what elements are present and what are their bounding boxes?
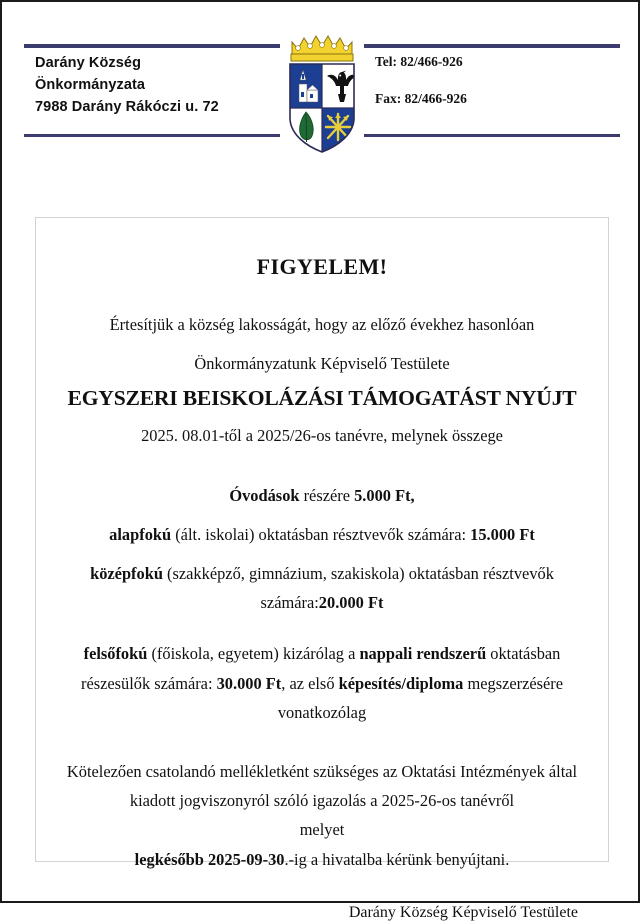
amount-primary-label: alapfokú (109, 524, 172, 544)
amount-kindergarten-value: 5.000 Ft, (354, 485, 415, 505)
amount-higher-emphasis-1: nappali rendszerű (359, 644, 487, 664)
amount-kindergarten-text: részére (299, 485, 355, 505)
amount-secondary-line-2 (62, 588, 582, 617)
amount-higher-line-1 (62, 639, 582, 668)
amount-secondary-value: 20.000 Ft (318, 593, 384, 613)
amount-higher-label: felsőfokú (83, 644, 148, 664)
fax-number: Fax: 82/466-926 (375, 91, 467, 106)
amount-kindergarten (62, 481, 582, 510)
intro-line-1: Értesítjük a község lakosságát, hogy az előző évekhez hasonlóan (109, 315, 535, 334)
attachment-line-3: melyet (299, 820, 345, 840)
letterhead (2, 24, 642, 154)
organization-address (35, 52, 219, 118)
amount-kindergarten-label: Óvodások (229, 485, 300, 505)
organization-street-address: 7988 Darány Rákóczi u. 72 (35, 99, 219, 116)
contact-details (375, 54, 467, 107)
amount-secondary-line-1 (62, 559, 582, 588)
header-rule-top-right (364, 44, 620, 48)
notice-box (35, 217, 609, 921)
signature-line: Darány Község Képviselő Testülete (348, 903, 578, 921)
notice-headline: EGYSZERI BEISKOLÁZÁSI TÁMOGATÁST NYÚJT (67, 386, 577, 411)
amount-higher-line-2 (62, 669, 582, 698)
amount-primary-value: 15.000 Ft (470, 524, 535, 544)
phone-number: Tel: 82/466-926 (375, 54, 463, 69)
header-rule-bottom-right (364, 134, 620, 137)
amount-secondary-prefix: számára: (260, 593, 319, 613)
attachment-line-1: Kötelezően csatolandó mellékletként szükséges az Oktatási Intézmények által (66, 762, 578, 782)
deadline-line (62, 845, 582, 874)
organization-name-line-1: Darány Község (35, 55, 142, 71)
amount-higher-value: 30.000 Ft (216, 673, 282, 693)
amount-secondary-text: (szakképző, gimnázium, szakiskola) oktatásban résztvevők (162, 564, 554, 584)
amount-secondary-label: középfokú (90, 564, 163, 584)
attachment-line-2: kiadott jogviszonyról szóló igazolás a 2025-26-os tanévről (129, 791, 515, 811)
amount-higher-prefix: részesülők számára: (80, 673, 217, 693)
effective-date-line: 2025. 08.01-től a 2025/26-os tanévre, melynek összege (141, 426, 503, 446)
amount-higher-text-3: , az első (281, 673, 339, 693)
header-rule-bottom-left (24, 134, 280, 137)
deadline-date: legkésőbb 2025-09-30 (134, 849, 285, 869)
header-rule-top-left (24, 44, 280, 48)
organization-name-line-2: Önkormányzata (35, 77, 146, 94)
deadline-text: .-ig a hivatalba kérünk benyújtani. (284, 849, 510, 869)
amount-primary-text: (ált. iskolai) oktatásban résztvevők számára: (171, 524, 471, 544)
coat-of-arms-icon (280, 26, 364, 154)
amount-higher-line-3: vonatkozólag (277, 702, 367, 722)
intro-line-2: Önkormányzatunk Képviselő Testülete (194, 354, 450, 374)
amount-higher-text-4: megszerzésére (463, 673, 564, 693)
amount-higher-emphasis-2: képesítés/diploma (338, 673, 464, 693)
amount-higher-text-2: oktatásban (486, 644, 561, 664)
amount-primary (62, 520, 582, 549)
notice-title: FIGYELEM! (256, 254, 388, 279)
amount-higher-text-1: (főiskola, egyetem) kizárólag a (147, 644, 360, 664)
